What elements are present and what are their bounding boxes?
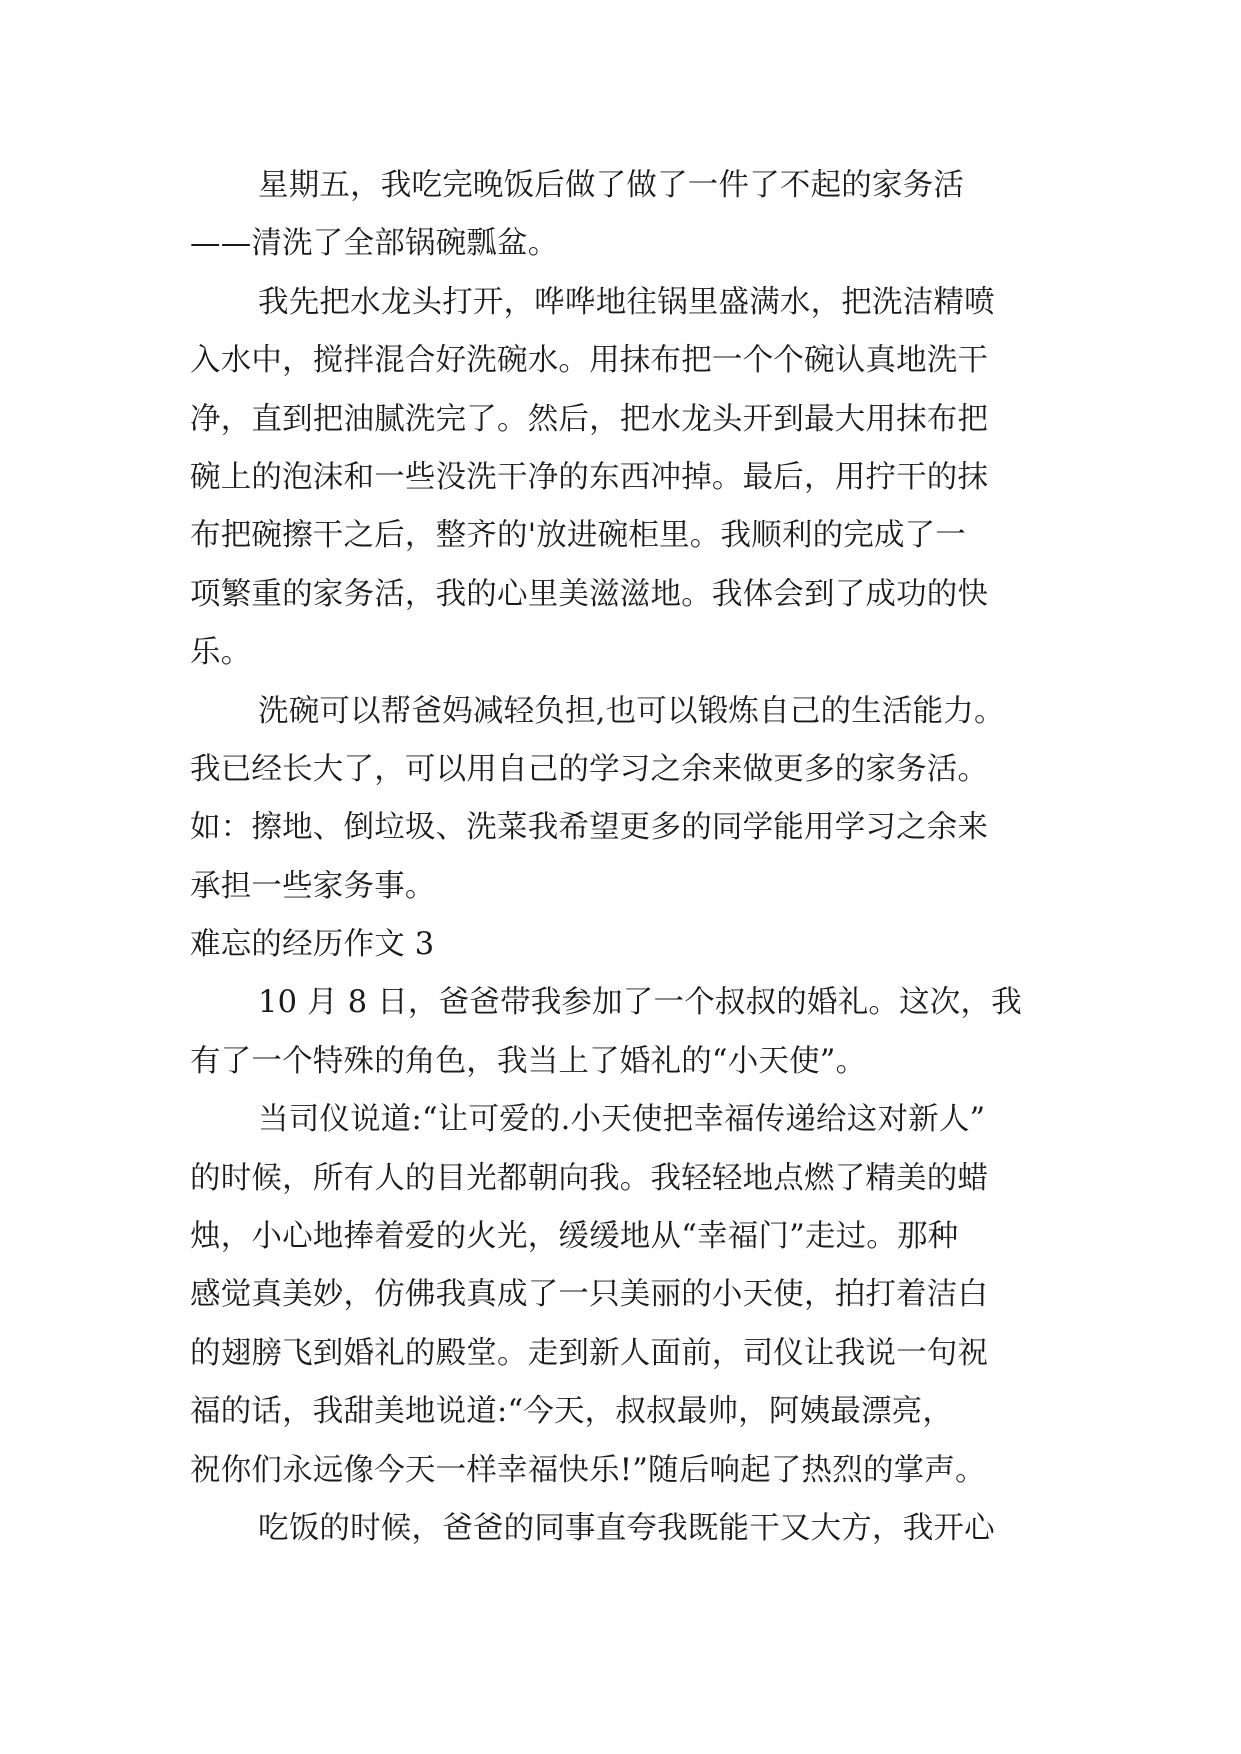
paragraph-first-line: 我先把水龙头打开，哗哗地往锅里盛满水，把洗洁精喷 bbox=[258, 284, 995, 320]
text-line: 碗上的泡沫和一些没洗干净的东西冲掉。最后，用拧干的抹 bbox=[190, 459, 989, 495]
text-line: 的时候，所有人的目光都朝向我。我轻轻地点燃了精美的蜡 bbox=[190, 1160, 989, 1196]
text-line: 入水中，搅拌混合好洗碗水。用抹布把一个个碗认真地洗干 bbox=[190, 343, 989, 379]
paragraph-first-line: 星期五，我吃完晚饭后做了做了一件了不起的家务活 bbox=[258, 168, 965, 203]
paragraph-first-line: 洗碗可以帮爸妈减轻负担,也可以锻炼自己的生活能力。 bbox=[258, 693, 1005, 729]
text-line: 烛，小心地捧着爱的火光，缓缓地从“幸福门”走过。那种 bbox=[190, 1219, 959, 1255]
text-line: 布把碗擦干之后，整齐的'放进碗柜里。我顺利的完成了一 bbox=[190, 518, 967, 554]
text-line: 乐。 bbox=[190, 635, 252, 671]
paragraph-first-line: 10 月 8 日，爸爸带我参加了一个叔叔的婚礼。这次，我 bbox=[258, 985, 1022, 1021]
text-line: 净，直到把油腻洗完了。然后，把水龙头开到最大用抹布把 bbox=[190, 401, 989, 437]
text-line: ——清洗了全部锅碗瓢盆。 bbox=[190, 226, 559, 262]
text-line: 有了一个特殊的角色，我当上了婚礼的“小天使”。 bbox=[190, 1043, 867, 1079]
text-line: 承担一些家务事。 bbox=[190, 868, 436, 904]
paragraph-first-line: 吃饭的时候，爸爸的同事直夸我既能干又大方，我开心 bbox=[258, 1510, 995, 1546]
text-line: 项繁重的家务活，我的心里美滋滋地。我体会到了成功的快 bbox=[190, 576, 989, 612]
text-line: 感觉真美妙，仿佛我真成了一只美丽的小天使，拍打着洁白 bbox=[190, 1277, 989, 1313]
text-line: 我已经长大了，可以用自己的学习之余来做更多的家务活。 bbox=[190, 751, 989, 787]
paragraph-first-line: 当司仪说道:“让可爱的.小天使把幸福传递给这对新人” bbox=[258, 1102, 986, 1138]
text-line: 如：擦地、倒垃圾、洗菜我希望更多的同学能用学习之余来 bbox=[190, 810, 989, 846]
document-body bbox=[190, 157, 1070, 1558]
text-line: 的翅膀飞到婚礼的殿堂。走到新人面前，司仪让我说一句祝 bbox=[190, 1335, 989, 1371]
text-line: 福的话，我甜美地说道:“今天，叔叔最帅，阿姨最漂亮， bbox=[190, 1394, 954, 1430]
text-line: 难忘的经历作文 3 bbox=[190, 927, 435, 963]
text-line: 祝你们永远像今天一样幸福快乐!”随后响起了热烈的掌声。 bbox=[190, 1452, 986, 1488]
